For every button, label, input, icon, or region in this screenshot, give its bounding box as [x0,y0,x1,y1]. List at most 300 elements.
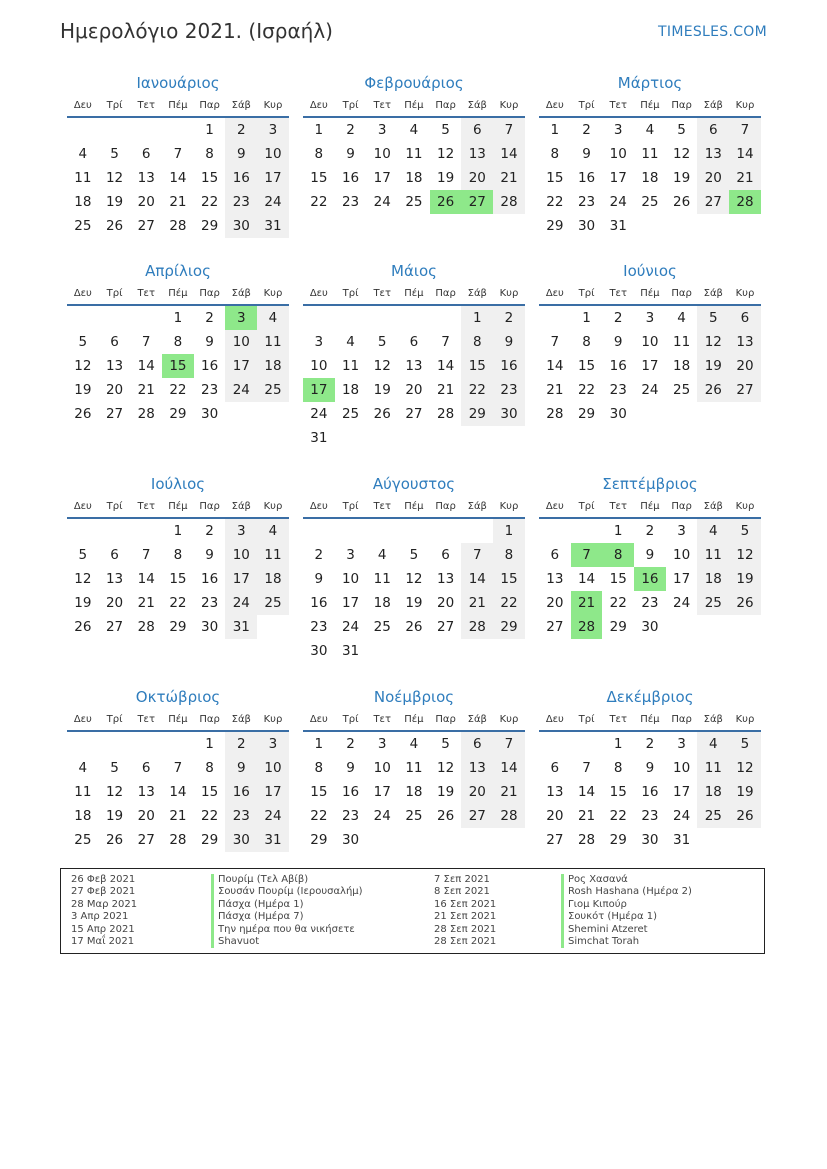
week-row [539,567,761,591]
day-cell: 22 [169,595,187,611]
week-row [303,190,525,214]
week-row [67,378,289,402]
week-row [303,118,525,142]
day-cell: 13 [405,358,423,374]
day-cell: 9 [346,146,355,162]
weekend-day-cell: 17 [257,166,289,190]
day-cell: 22 [609,808,627,824]
day-cell: 10 [641,334,659,350]
day-cell: 7 [550,334,560,350]
weekday-label: Τετ [137,501,155,512]
day-cell: 9 [645,547,655,563]
week-row [539,732,761,756]
weekend-day-cell: 22 [493,591,525,615]
day-cell: 6 [409,334,419,350]
empty-cell [539,306,571,330]
month-name: Νοέμβριος [373,688,455,706]
day-cell: 20 [405,382,423,398]
weekday-label: Κυρ [499,714,519,725]
holiday-day-cell: 8 [602,543,634,567]
day-cell: 6 [141,760,151,776]
brand-link[interactable]: TIMESLES.COM [658,24,767,40]
empty-cell [366,639,398,663]
weekend-day-cell: 26 [729,804,761,828]
weekday-header [67,497,289,519]
day-cell: 31 [341,643,360,659]
day-cell: 19 [105,194,124,210]
month-name: Μάρτιος [617,74,683,92]
holiday-day-cell: 28 [729,190,761,214]
empty-cell [430,426,462,450]
weekday-label: Κυρ [499,501,519,512]
day-cell: 25 [74,218,92,234]
week-row [539,118,761,142]
month-block [67,684,289,852]
empty-cell [461,639,493,663]
day-cell: 21 [546,382,564,398]
weekday-label: Δευ [309,714,328,725]
weekday-label: Τρί [342,714,359,725]
weekday-label: Κυρ [263,100,283,111]
week-row [539,804,761,828]
weekday-label: Δευ [73,714,92,725]
legend-date: 21 Σεπ 2021 [434,911,497,923]
day-cell: 25 [641,194,659,210]
weekend-day-cell: 10 [257,142,289,166]
week-row [67,330,289,354]
week-row [539,591,761,615]
day-cell: 16 [310,595,328,611]
day-cell: 11 [373,571,391,587]
weekend-day-cell: 20 [729,354,761,378]
weekend-day-cell: 21 [729,166,761,190]
weekday-label: Τετ [609,100,627,111]
weekend-day-cell: 14 [461,567,493,591]
weekend-day-cell: 25 [257,591,289,615]
weekend-day-cell: 4 [257,519,289,543]
weekend-day-cell: 20 [697,166,729,190]
weekday-label: Τρί [106,501,123,512]
weekend-day-cell: 29 [461,402,493,426]
week-row [303,142,525,166]
empty-cell [257,615,289,639]
weekend-day-cell: 6 [729,306,761,330]
weekday-label: Πέμ [168,288,188,299]
weekend-day-cell: 21 [493,166,525,190]
day-cell: 19 [74,595,92,611]
day-cell: 15 [310,784,328,800]
empty-cell [729,615,761,639]
holiday-day-cell: 21 [571,591,603,615]
day-cell: 11 [341,358,360,374]
weekday-label: Κυρ [263,288,283,299]
day-cell: 7 [173,146,183,162]
weekday-header [539,710,761,732]
weekday-label: Σάβ [467,288,487,299]
day-cell: 6 [550,760,560,776]
weekday-label: Δευ [73,288,92,299]
day-cell: 25 [74,832,92,848]
month-name: Ιούνιος [623,262,677,280]
day-cell: 14 [137,358,155,374]
day-cell: 18 [74,194,92,210]
weekend-day-cell: 23 [493,378,525,402]
day-cell: 8 [173,547,183,563]
month-block [67,70,289,238]
legend-holiday-name: Την ημέρα που θα νικήσετε [211,924,363,936]
day-cell: 28 [169,832,187,848]
day-cell: 30 [201,406,219,422]
legend-holiday-name: Πάσχα (Ημέρα 1) [211,899,363,911]
week-row [67,828,289,852]
weekend-day-cell: 30 [225,214,257,238]
legend-holiday-name: Σουκότ (Ημέρα 1) [561,911,692,923]
weekday-label: Παρ [199,501,220,512]
weekend-day-cell: 1 [493,519,525,543]
month-name: Ιούλιος [150,475,206,493]
weekday-label: Πέμ [640,100,660,111]
week-row [67,567,289,591]
day-cell: 7 [441,334,450,350]
day-cell: 24 [673,808,691,824]
day-cell: 18 [405,784,423,800]
day-cell: 17 [373,170,391,186]
day-cell: 16 [341,784,360,800]
week-row [303,639,525,663]
day-cell: 20 [105,382,124,398]
legend-holiday-name: Simchat Torah [561,936,692,948]
weekend-day-cell: 16 [225,780,257,804]
day-cell: 23 [201,595,219,611]
weekday-label: Σάβ [231,714,251,725]
empty-cell [225,402,257,426]
day-cell: 3 [677,736,686,752]
day-cell: 16 [609,358,627,374]
day-cell: 30 [310,643,328,659]
legend-right-dates [434,874,496,948]
weekday-label: Πέμ [640,501,660,512]
day-cell: 26 [105,832,124,848]
legend-date: 7 Σεπ 2021 [434,874,490,885]
weekend-day-cell: 12 [697,330,729,354]
day-cell: 6 [110,334,119,350]
empty-cell [430,828,462,852]
legend-date: 3 Απρ 2021 [71,911,129,923]
month-block [539,471,761,639]
day-cell: 4 [78,146,88,162]
day-cell: 15 [169,571,187,587]
day-cell: 30 [577,218,596,234]
weekend-day-cell: 5 [697,306,729,330]
weekday-header [67,710,289,732]
weekday-header [67,284,289,306]
empty-cell [303,306,335,330]
weekend-day-cell: 27 [697,190,729,214]
day-cell: 11 [673,334,691,350]
week-row [539,402,761,426]
weekday-label: Σάβ [703,714,723,725]
weekend-day-cell: 24 [225,378,257,402]
day-cell: 18 [341,382,360,398]
weekend-day-cell: 19 [729,780,761,804]
legend-date: 8 Σεπ 2021 [434,886,490,898]
week-row [303,615,525,639]
weekday-label: Πέμ [640,714,660,725]
day-cell: 27 [137,218,155,234]
month-name: Φεβρουάριος [364,74,464,92]
day-cell: 26 [437,808,455,824]
day-cell: 16 [341,170,360,186]
day-cell: 30 [641,832,659,848]
weekday-label: Δευ [73,501,92,512]
legend-date: 26 Φεβ 2021 [71,874,136,885]
day-cell: 23 [341,808,360,824]
weekday-label: Παρ [671,501,692,512]
weekend-day-cell: 10 [257,756,289,780]
empty-cell [493,639,525,663]
weekend-day-cell: 16 [225,166,257,190]
day-cell: 4 [78,760,88,776]
weekend-day-cell: 28 [493,804,525,828]
empty-cell [666,615,698,639]
day-cell: 1 [205,736,214,752]
day-cell: 28 [137,406,155,422]
weekday-label: Δευ [309,288,328,299]
empty-cell [571,519,603,543]
day-cell: 14 [437,358,455,374]
legend-left-names [211,874,363,948]
day-cell: 29 [201,218,219,234]
empty-cell [398,306,430,330]
day-cell: 10 [310,358,328,374]
weekend-day-cell: 7 [493,732,525,756]
day-cell: 5 [441,122,450,138]
day-cell: 8 [613,760,623,776]
week-row [539,828,761,852]
weekend-day-cell: 29 [493,615,525,639]
weekend-day-cell: 19 [729,567,761,591]
day-cell: 12 [437,146,455,162]
empty-cell [697,828,729,852]
day-cell: 15 [201,170,219,186]
day-cell: 9 [613,334,623,350]
day-cell: 4 [409,736,419,752]
day-cell: 27 [437,619,455,635]
day-cell: 19 [673,170,691,186]
empty-cell [67,519,99,543]
weekday-label: Τετ [137,288,155,299]
weekday-label: Κυρ [735,100,755,111]
weekday-label: Τρί [342,100,359,111]
week-row [67,166,289,190]
empty-cell [257,402,289,426]
day-cell: 14 [169,784,187,800]
day-cell: 24 [341,619,360,635]
day-cell: 29 [577,406,596,422]
day-cell: 3 [377,122,387,138]
weekday-label: Πέμ [168,100,188,111]
day-cell: 8 [314,146,324,162]
week-row [303,166,525,190]
empty-cell [162,118,194,142]
weekend-day-cell: 16 [493,354,525,378]
weekend-day-cell: 3 [257,118,289,142]
day-cell: 28 [137,619,155,635]
day-cell: 24 [373,808,391,824]
day-cell: 9 [582,146,591,162]
day-cell: 21 [169,808,187,824]
day-cell: 16 [201,358,219,374]
weekend-day-cell: 31 [257,214,289,238]
day-cell: 22 [546,194,564,210]
day-cell: 26 [673,194,691,210]
weekend-day-cell: 11 [697,756,729,780]
weekend-day-cell: 8 [461,330,493,354]
day-cell: 9 [346,760,355,776]
day-cell: 22 [577,382,596,398]
weekday-label: Δευ [309,100,328,111]
day-cell: 23 [641,595,659,611]
week-row [67,142,289,166]
day-cell: 19 [405,595,423,611]
weekday-label: Παρ [199,100,220,111]
day-cell: 5 [377,334,387,350]
day-cell: 22 [201,194,219,210]
day-cell: 26 [74,406,92,422]
week-row [539,354,761,378]
empty-cell [99,519,131,543]
day-cell: 3 [645,310,655,326]
empty-cell [461,426,493,450]
legend-date: 15 Απρ 2021 [71,923,135,935]
day-cell: 16 [577,170,596,186]
weekend-day-cell: 25 [697,804,729,828]
day-cell: 19 [373,382,391,398]
weekday-label: Σάβ [467,714,487,725]
week-row [539,780,761,804]
day-cell: 9 [205,334,214,350]
weekend-day-cell: 7 [729,118,761,142]
day-cell: 8 [205,760,214,776]
week-row [67,306,289,330]
day-cell: 10 [373,146,391,162]
empty-cell [303,519,335,543]
empty-cell [697,214,729,238]
weekday-header [539,284,761,306]
day-cell: 27 [137,832,155,848]
month-block [67,258,289,426]
day-cell: 13 [105,358,124,374]
day-cell: 17 [673,784,691,800]
month-block [303,70,525,214]
weekday-label: Τρί [578,501,595,512]
day-cell: 4 [346,334,355,350]
weekday-label: Κυρ [735,288,755,299]
weekday-label: Τετ [609,714,627,725]
weekday-label: Παρ [671,100,692,111]
weekend-day-cell: 10 [225,543,257,567]
day-cell: 23 [609,382,627,398]
day-cell: 17 [673,571,691,587]
weekday-label: Κυρ [263,714,283,725]
day-cell: 5 [677,122,686,138]
day-cell: 31 [673,832,691,848]
weekend-day-cell: 17 [257,780,289,804]
day-cell: 5 [409,547,419,563]
weekend-day-cell: 12 [729,756,761,780]
holiday-day-cell: 16 [634,567,666,591]
weekend-day-cell: 11 [257,330,289,354]
weekend-day-cell: 23 [225,190,257,214]
legend-holiday-name: Shemini Atzeret [561,924,692,936]
day-cell: 4 [409,122,419,138]
day-cell: 12 [105,784,124,800]
day-cell: 20 [137,808,155,824]
day-cell: 10 [673,547,691,563]
weekend-day-cell: 13 [697,142,729,166]
weekday-label: Τρί [342,501,359,512]
weekday-label: Τρί [578,288,595,299]
weekend-day-cell: 4 [697,732,729,756]
day-cell: 6 [141,146,151,162]
day-cell: 18 [405,170,423,186]
day-cell: 21 [169,194,187,210]
day-cell: 23 [341,194,360,210]
day-cell: 2 [346,736,355,752]
day-cell: 12 [437,760,455,776]
day-cell: 7 [141,334,151,350]
day-cell: 15 [310,170,328,186]
day-cell: 17 [609,170,627,186]
month-block [303,258,525,450]
day-cell: 19 [437,784,455,800]
weekday-label: Παρ [671,714,692,725]
day-cell: 20 [546,595,564,611]
day-cell: 1 [173,523,183,539]
day-cell: 4 [645,122,655,138]
weekend-day-cell: 17 [225,354,257,378]
week-row [539,214,761,238]
weekday-label: Παρ [435,288,456,299]
weekday-label: Τρί [106,288,123,299]
day-cell: 25 [373,619,391,635]
day-cell: 1 [613,523,623,539]
weekend-day-cell: 9 [225,756,257,780]
day-cell: 13 [137,170,155,186]
month-block [303,471,525,663]
weekday-header [303,284,525,306]
weekday-label: Πέμ [168,501,188,512]
weekend-day-cell: 4 [697,519,729,543]
weekday-label: Πέμ [404,714,424,725]
day-cell: 3 [377,736,387,752]
weekday-label: Παρ [199,714,220,725]
weekend-day-cell: 24 [257,190,289,214]
weekend-day-cell: 17 [225,567,257,591]
day-cell: 8 [314,760,324,776]
month-block [539,258,761,426]
empty-cell [461,519,493,543]
weekday-label: Παρ [199,288,220,299]
week-row [67,118,289,142]
weekday-label: Πέμ [168,714,188,725]
page-title: Ημερολόγιο 2021. (Ισραήλ) [60,19,333,43]
weekday-label: Πέμ [404,501,424,512]
day-cell: 29 [169,619,187,635]
legend-right-names [561,874,692,948]
day-cell: 13 [546,571,564,587]
weekday-header [539,497,761,519]
